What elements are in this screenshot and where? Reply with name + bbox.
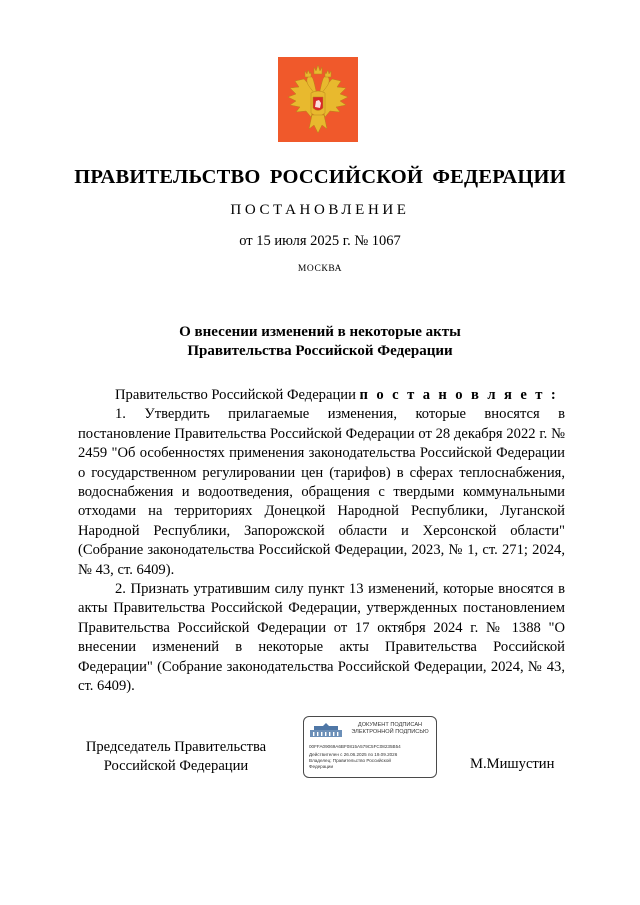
coat-of-arms-emblem bbox=[278, 57, 358, 142]
document-city: МОСКВА bbox=[297, 264, 343, 274]
electronic-signature-stamp bbox=[303, 716, 437, 778]
document-subject bbox=[0, 323, 640, 361]
body-paragraph-2: 2. Признать утратившим силу пункт 13 изменений, которые вносятся в акты Правительства Российской Федерации, утвержденных постановлением Правительства Российской Федерации от 17 октября 2024 г. № 1388 "О внесении изменений в некоторые акты Правительства Российской Федерации" (Собрание законодательства Российской Федерации, 2024, № 43, ст. 6409). bbox=[78, 581, 565, 695]
signatory-position bbox=[76, 738, 276, 776]
stamp-owner-line-2: Федерации bbox=[309, 764, 334, 769]
document-body bbox=[78, 386, 565, 697]
stamp-validity: Действителен с 26.06.2025 по 19.09.2026 bbox=[309, 752, 398, 757]
stamp-owner-line-1: Владелец: Правительство Российской bbox=[309, 758, 391, 763]
government-title: ПРАВИТЕЛЬСТВО РОССИЙСКОЙ ФЕДЕРАЦИИ bbox=[74, 166, 566, 188]
subject-line-1: О внесении изменений в некоторые акты bbox=[179, 324, 461, 340]
stamp-title bbox=[344, 722, 436, 735]
body-intro bbox=[78, 386, 565, 405]
stamp-title-line-2: ЭЛЕКТРОННОЙ ПОДПИСЬЮ bbox=[351, 728, 429, 735]
document-date-number: от 15 июля 2025 г. № 1067 bbox=[239, 233, 401, 249]
signatory-position-line-2: Российской Федерации bbox=[103, 757, 249, 774]
signatory-position-line-1: Председатель Правительства bbox=[85, 739, 267, 755]
stamp-certificate: 00FFA09069A6BF0815A579C5FC08235B54 bbox=[309, 744, 401, 749]
body-paragraph-1: 1. Утвердить прилагаемые изменения, которые вносятся в постановление Правительства Российской Федерации от 28 декабря 2022 г. № 2459 "Об особенностях применения законодательства Российской Федерации о государственном регулировании цен (тарифов) в сферах теплоснабжения, водоснабжения и водоотведения, обращения с твердыми коммунальными отходами на территориях Донецкой Народной Республики, Луганской Народной Республики, Запорожской области и Херсонской области" (Собрание законодательства Российской Федерации, 2023, № 1, ст. 271; 2024, № 43, ст. 6409). bbox=[78, 406, 565, 578]
signatory-name: М.Мишустин bbox=[470, 756, 555, 772]
subject-line-2: Правительства Российской Федерации bbox=[187, 343, 453, 359]
stamp-title-line-1: ДОКУМЕНТ ПОДПИСАН bbox=[357, 722, 423, 728]
intro-resolves: п о с т а н о в л я е т : bbox=[359, 387, 559, 403]
intro-text: Правительство Российской Федерации bbox=[115, 387, 356, 403]
government-building-icon bbox=[308, 722, 344, 738]
document-type: ПОСТАНОВЛЕНИЕ bbox=[230, 202, 410, 218]
